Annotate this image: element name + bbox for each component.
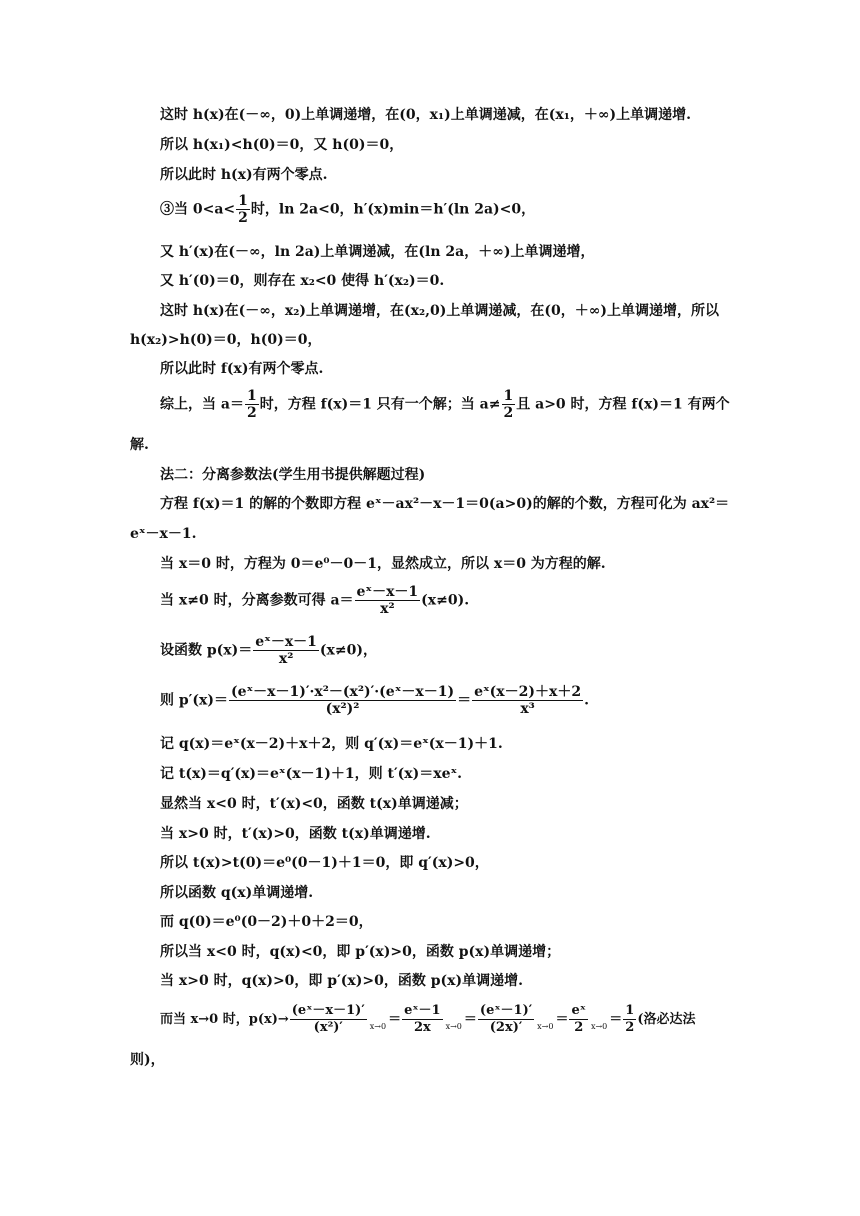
text-line: 又 h′(0)＝0，则存在 x₂<0 使得 h′(x₂)＝0. bbox=[160, 273, 445, 289]
text-segment: ＝ bbox=[388, 1012, 402, 1027]
limit-subscript: x→0 bbox=[537, 1022, 554, 1031]
text-segment: 时，方程 f(x)＝1 只有一个解；当 a≠ bbox=[259, 396, 501, 413]
fraction-half bbox=[245, 388, 259, 421]
fraction-lhopital-3 bbox=[478, 1003, 534, 1036]
text-line: 所以 t(x)>t(0)＝e⁰(0－1)＋1＝0，即 q′(x)>0， bbox=[160, 855, 489, 871]
text-line: eˣ－x－1. bbox=[130, 526, 197, 542]
fraction-denominator: 2 bbox=[503, 405, 514, 421]
text-line: 当 x＝0 时，方程为 0＝e⁰－0－1，显然成立，所以 x＝0 为方程的解. bbox=[160, 556, 606, 572]
fraction-numerator: 1 bbox=[238, 193, 248, 209]
fraction-numerator: eˣ－x－1 bbox=[255, 634, 317, 650]
text-segment: 设函数 p(x)＝ bbox=[160, 642, 253, 659]
text-segment: 且 a>0 时，方程 f(x)＝1 有两个 bbox=[516, 396, 730, 413]
text-line: 所以 h(x₁)<h(0)＝0，又 h(0)＝0， bbox=[160, 137, 404, 153]
fraction-denominator: 2 bbox=[246, 405, 257, 421]
fraction-separated bbox=[355, 584, 421, 617]
text-segment: 综上，当 a＝ bbox=[160, 396, 244, 413]
fraction-denominator: 2 bbox=[574, 1020, 584, 1035]
fraction-denominator: 2 bbox=[625, 1020, 635, 1035]
text-line: 记 t(x)＝q′(x)＝eˣ(x－1)＋1，则 t′(x)＝xeˣ. bbox=[160, 766, 463, 782]
text-line-define-p bbox=[160, 634, 377, 667]
text-line: 所以此时 f(x)有两个零点. bbox=[160, 361, 324, 377]
text-line: 所以函数 q(x)单调递增. bbox=[160, 885, 314, 901]
text-segment: 当 x≠0 时，分离参数可得 a＝ bbox=[160, 592, 354, 609]
fraction-denominator: (2x)′ bbox=[489, 1020, 523, 1035]
fraction-p bbox=[253, 634, 319, 667]
fraction-denominator: 2x bbox=[413, 1020, 431, 1035]
section-heading: 法二：分离参数法(学生用书提供解题过程) bbox=[160, 467, 426, 483]
text-line: 显然当 x<0 时，t′(x)<0，函数 t(x)单调递减； bbox=[160, 796, 468, 812]
text-segment: (洛必达法 bbox=[637, 1012, 696, 1027]
fraction-numerator: 1 bbox=[246, 388, 257, 404]
fraction-denominator: x³ bbox=[520, 701, 535, 717]
text-line: 这时 h(x)在(－∞，0)上单调递增，在(0，x₁)上单调递减，在(x₁，＋∞)上单调递增. bbox=[160, 107, 692, 123]
fraction-numerator: 1 bbox=[625, 1003, 635, 1018]
fraction-numerator: (eˣ－x－1)′·x²－(x²)′·(eˣ－x－1) bbox=[230, 684, 455, 700]
text-line: 当 x>0 时，q(x)>0，即 p′(x)>0，函数 p(x)单调递增. bbox=[160, 973, 523, 989]
text-line: h(x₂)>h(0)＝0，h(0)＝0， bbox=[130, 332, 322, 348]
text-segment: 则 p′(x)＝ bbox=[160, 692, 228, 709]
fraction-lhopital-4 bbox=[569, 1003, 587, 1036]
fraction-lhopital-2 bbox=[402, 1003, 443, 1036]
text-line-derivative bbox=[160, 684, 589, 717]
fraction-denominator: 2 bbox=[238, 210, 248, 226]
text-segment: ＝ bbox=[609, 1012, 623, 1027]
text-segment: (x≠0)， bbox=[319, 642, 377, 659]
limit-subscript: x→0 bbox=[445, 1022, 462, 1031]
fraction-half bbox=[236, 193, 250, 226]
limit-subscript: x→0 bbox=[590, 1022, 608, 1031]
fraction-numerator: (eˣ－1)′ bbox=[479, 1003, 533, 1018]
fraction-half bbox=[502, 388, 516, 421]
text-line: 记 q(x)＝eˣ(x－2)＋x＋2，则 q′(x)＝eˣ(x－1)＋1. bbox=[160, 736, 503, 752]
text-line: 而 q(0)＝e⁰(0－2)＋0＋2＝0， bbox=[160, 914, 373, 930]
text-line-separation bbox=[160, 584, 469, 617]
text-line: 当 x>0 时，t′(x)>0，函数 t(x)单调递增. bbox=[160, 826, 431, 842]
text-segment: (x≠0). bbox=[421, 592, 470, 609]
fraction-lhopital-1 bbox=[290, 1003, 367, 1036]
text-segment: . bbox=[584, 692, 589, 709]
fraction-numerator: 1 bbox=[503, 388, 514, 404]
text-line: 所以当 x<0 时，q(x)<0，即 p′(x)>0，函数 p(x)单调递增； bbox=[160, 944, 561, 960]
fraction-denominator: x² bbox=[380, 601, 395, 617]
limit-subscript: x→0 bbox=[369, 1022, 387, 1031]
fraction-numerator: eˣ－1 bbox=[404, 1003, 441, 1018]
text-line: 解. bbox=[130, 437, 149, 453]
fraction-denominator: (x²)′ bbox=[313, 1020, 343, 1035]
text-line: 方程 f(x)＝1 的解的个数即方程 eˣ－ax²－x－1＝0(a>0)的解的个数，方程可化为 ax²＝ bbox=[160, 496, 730, 512]
text-segment: 而当 x→0 时，p(x)→ bbox=[160, 1012, 289, 1027]
text-segment: ③当 0<a< bbox=[160, 201, 236, 218]
text-line: 又 h′(x)在(－∞，ln 2a)上单调递减，在(ln 2a，＋∞)上单调递增， bbox=[160, 244, 595, 260]
fraction-derivative bbox=[229, 684, 456, 717]
fraction-derivative-simplified bbox=[472, 684, 583, 717]
text-line-summary bbox=[160, 388, 730, 421]
fraction-numerator: eˣ－x－1 bbox=[356, 584, 419, 600]
fraction-denominator: x² bbox=[278, 651, 294, 667]
fraction-half bbox=[623, 1003, 636, 1036]
fraction-denominator: (x²)² bbox=[325, 701, 360, 717]
text-segment: ＝ bbox=[555, 1012, 569, 1027]
text-segment: ＝ bbox=[457, 692, 472, 709]
text-line: 所以此时 h(x)有两个零点. bbox=[160, 167, 328, 183]
text-line-case3 bbox=[160, 193, 535, 226]
fraction-numerator: eˣ(x－2)＋x＋2 bbox=[474, 684, 582, 700]
fraction-numerator: eˣ bbox=[571, 1003, 586, 1018]
text-segment: 时，ln 2a<0，h′(x)min＝h′(ln 2a)<0， bbox=[250, 201, 536, 218]
text-line: 则)， bbox=[130, 1052, 165, 1068]
fraction-numerator: (eˣ－x－1)′ bbox=[291, 1003, 365, 1018]
text-line: 这时 h(x)在(－∞，x₂)上单调递增，在(x₂,0)上单调递减，在(0，＋∞)上单调递增，所以 bbox=[160, 303, 720, 319]
text-segment: ＝ bbox=[463, 1012, 477, 1027]
text-line-lhopital bbox=[160, 1003, 695, 1036]
